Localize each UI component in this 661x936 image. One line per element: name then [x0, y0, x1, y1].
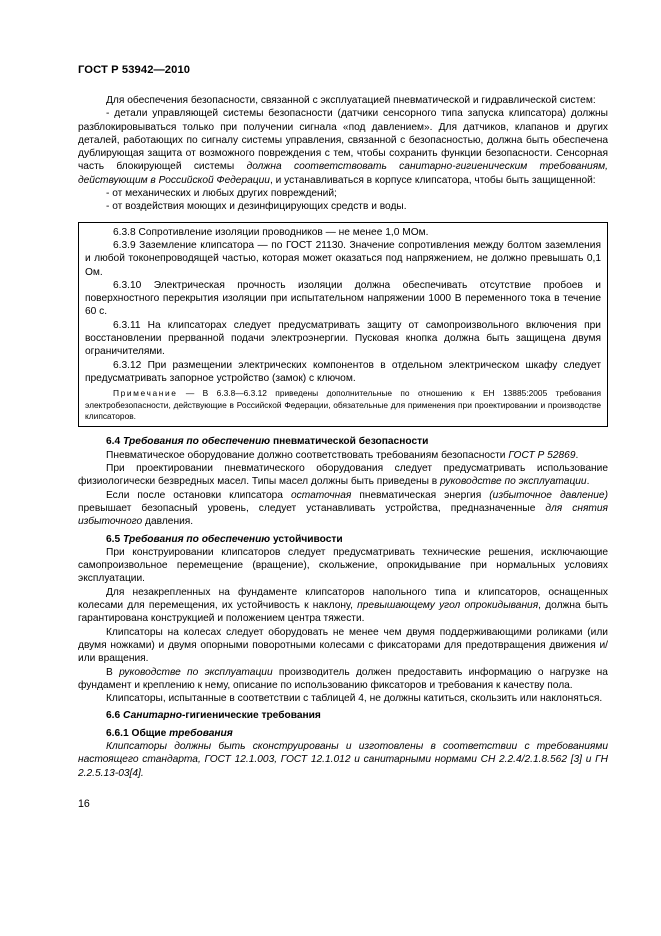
intro-list-item-washing: - от воздействия моющих и дезинфицирующих средств и воды.: [106, 201, 407, 213]
clause-6-3-8: 6.3.8 Сопротивление изоляции проводников — не менее 1,0 МОм.: [113, 226, 429, 238]
section-title-italic: Требования по обеспечению: [123, 533, 271, 545]
section-title-rest: устойчивости: [270, 533, 343, 545]
subsection-heading-6-6-1: [78, 727, 608, 740]
note-label: Примечание: [113, 388, 178, 399]
italic-text-run: руководстве по эксплуатации: [119, 666, 273, 678]
page-number: 16: [78, 797, 90, 810]
intro-list-item-mechanical: - от механических и любых других повреждений;: [106, 188, 337, 200]
clause-6-3-9: 6.3.9 Заземление клипсатора — по ГОСТ 21130. Значение сопротивления между болтом заземления и любой токонепроводящей частью, которая может оказаться под напряжением, не должно превышать 0,1 Ом.: [85, 239, 601, 278]
italic-text-run: ГОСТ Р 52869: [508, 449, 576, 461]
box-note: [85, 388, 601, 422]
text-run: , и устанавливаться в корпусе клипсатора, чтобы быть защищенной:: [269, 174, 596, 186]
text-run: - детали управляющей системы безопасности (датчики сенсорного типа запуска клипсатора) должны разблокировываться только при получении сигнала «под давлением». Для датчиков, клапанов и других деталей, работающих по сигналу системы управления, связанной с безопасностью, должна быть обеспечена дублирующая защита от возможного повреждения с тем, чтобы сохранить функции безопасности. Сенсорная часть блокирующей системы: [78, 108, 608, 173]
section-number: 6.4: [106, 436, 121, 448]
document-header: ГОСТ Р 53942—2010: [78, 64, 191, 76]
s65-paragraph-4: [78, 666, 608, 693]
text-run: Если после остановки клипсатора: [106, 489, 291, 501]
text-run: Пневматическое оборудование должно соответствовать требованиям безопасности: [106, 449, 509, 461]
section-title-italic: Требования по обеспечению: [123, 436, 271, 448]
text-run: При проектировании пневматического оборудования следует предусматривать использование физиологически безвредных масел. Типы масел должны быть приведены в: [78, 463, 608, 488]
subsection-number: 6.6.1: [106, 727, 129, 739]
s65-paragraph-1: При конструировании клипсаторов следует предусматривать технические решения, исключающие самопроизвольное перемещение (вращение), скольжение, опрокидывание при нормальных условиях эксплуатации.: [78, 546, 608, 585]
s64-paragraph-3: [78, 489, 608, 529]
text-run: превышает безопасный уровень, следует устанавливать устройства, предназначенные: [78, 502, 546, 514]
section-heading-6-5: [78, 533, 608, 546]
text-run: пневматическая энергия: [351, 489, 490, 501]
section-title-rest: -гигиенические требования: [182, 710, 321, 722]
s64-paragraph-2: [78, 462, 608, 489]
clause-6-3-11: 6.3.11 На клипсаторах следует предусматривать защиту от самопроизвольного включения при восстановлении прерванной подачи электроэнергии. Пусковая кнопка должна быть защищена двумя ограничителями.: [85, 319, 601, 358]
clause-6-3-10: 6.3.10 Электрическая прочность изоляции должна обеспечивать отсутствие пробоев и поверхностного перекрытия изоляции при испытательном напряжении 1000 В переменного тока в течение 60 с.: [85, 279, 601, 318]
italic-text-run: для снятия избыточного: [78, 502, 608, 528]
section-heading-6-4: [78, 435, 608, 448]
s65-paragraph-5: Клипсаторы, испытанные в соответствии с таблицей 4, не должны катиться, скользить или наклоняться.: [106, 693, 603, 705]
text-run: Для незакрепленных на фундаменте клипсаторов напольного типа и клипсаторов, оснащенных колесами для перемещения, их устойчивость к наклону,: [78, 586, 608, 612]
italic-text-run: руководстве по эксплуатации: [440, 476, 587, 488]
text-run: .: [575, 449, 579, 461]
subsection-title-italic: требования: [169, 727, 233, 739]
electrical-safety-box: [78, 222, 608, 428]
section-title-rest: пневматической безопасности: [270, 436, 429, 448]
subsection-title: Общие: [131, 727, 170, 739]
text-run: .: [586, 476, 590, 488]
italic-text-run: остаточная: [290, 489, 352, 501]
text-run: производитель должен предоставить информацию о нагрузке на фундамент и креплению к нему, описание по использованию фиксаторов и требования к качеству пола.: [78, 666, 608, 691]
section-title-italic: Санитарно: [123, 710, 182, 722]
italic-text-run: (избыточное давление): [489, 489, 608, 501]
clause-6-3-12: 6.3.12 При размещении электрических компонентов в отдельном электрическом шкафу следует предусматривать запорное устройство (замок) с ключом.: [85, 359, 601, 384]
document-page: [78, 64, 608, 924]
note-text: — В 6.3.8—6.3.12 приведены дополнительные по отношению к ЕН 13885:2005 требования электробезопасности, действующие в Российской Федерации, обязательные для применения при проектировании и производстве клипсаторов.: [85, 388, 601, 422]
intro-list-item-control-system: [78, 107, 608, 187]
text-run: , должна быть гарантирована конструкцией и положением центра тяжести.: [78, 600, 608, 625]
section-heading-6-6: [78, 709, 608, 722]
intro-paragraph: Для обеспечения безопасности, связанной с эксплуатацией пневматической и гидравлической систем:: [106, 95, 596, 106]
s64-paragraph-1: [78, 449, 608, 462]
text-run: В: [106, 666, 120, 678]
s65-paragraph-3: Клипсаторы на колесах следует оборудовать не менее чем двумя поддерживающими роликами (или двумя ножками) и двумя опорными поворотными колесами с фиксаторами для предотвращения движения и/или вращения.: [78, 626, 608, 665]
s65-paragraph-2: [78, 586, 608, 626]
section-number: 6.6: [106, 710, 121, 722]
italic-text-run: превышающему угол опрокидывания: [357, 600, 539, 612]
s661-paragraph: Клипсаторы должны быть сконструированы и изготовлены в соответствии с требованиями настоящего стандарта, ГОСТ 12.1.003, ГОСТ 12.1.012 и санитарными нормами СН 2.2.4/2.1.8.562 [3] и ГН 2.2.5.13-03[4].: [78, 740, 608, 779]
section-number: 6.5: [106, 533, 121, 545]
italic-text-run: должна соответствовать санитарно-гигиеническим требованиям, действующим в Российской Федерации: [78, 161, 608, 186]
text-run: давления.: [142, 516, 194, 528]
